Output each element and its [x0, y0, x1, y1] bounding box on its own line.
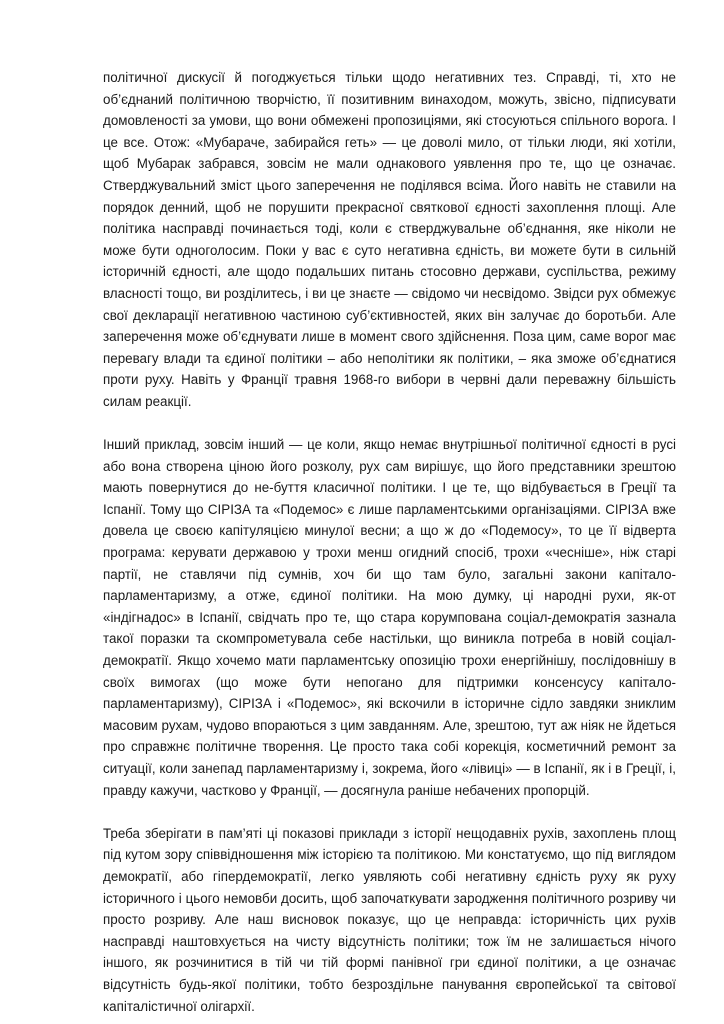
body-paragraph-2: Інший приклад, зовсім інший — це коли, якщо немає внутрішньої політичної єдності в русі або вона створена ціною його розколу, рух сам вирішує, що його представники зрештою мають повернутися до не-буття класичної політики. І це те, що відбувається в Греції та Іспанії. Тому що СІРІЗА та «Подемос» є лише парламентськими організаціями. СІРІЗА вже довела це своєю капітуляцією минулої весни; а що ж до «Подемосу», то це її відверта програма: керувати державою у трохи менш огидний спосіб, трохи «чесніше», ніж старі партії, не ставлячи під сумнів, хоч би що там було, загальні закони капітало-парламентаризму, а отже, єдиної політики. На мою думку, ці народні рухи, як-от «індігнадос» в Іспанії, свідчать про те, що стара корумпована соціал-демократія зазнала такої поразки та скомпрометувала себе настільки, що виникла потреба в новій соціал-демократії. Якщо хочемо мати парламентську опозицію трохи енергійнішу, послідовнішу в своїх вимогах (що може бути непогано для підтримки консенсусу капітало-парламентаризму), СІРІЗА і «Подемос», які вскочили в історичне сідло завдяки зниклим масовим рухам, чудово впораються з цим завданням. Але, зрештою, тут аж ніяк не йдеться про справжнє політичне творення. Це просто така собі корекція, косметичний ремонт за ситуації, коли занепад парламентаризму і, зокрема, його «лівиці» — в Іспанії, як і в Греції, і, правду кажучи, частково у Франції, — досягнула раніше небачених пропорцій.	[103, 437, 676, 798]
body-paragraph-1: політичної дискусії й погоджується тільки щодо негативних тез. Справді, ті, хто не об’єднаний політичною творчістю, її позитивним винаходом, можуть, звісно, підписувати домовленості за умови, що вони обмежені пропозиціями, які стосуються спільного ворога. І це все. Отож: «Мубараче, забирайся геть» — це доволі мило, от тільки люди, які хотіли, щоб Мубарак забрався, зовсім не мали однакового уявлення про те, що це означає. Стверджувальний зміст цього заперечення не поділявся всіма. Його навіть не ставили на порядок денний, щоб не порушити прекрасної святкової єдності захоплення площі. Але політика насправді починається тоді, коли є стверджувальне об’єднання, яке ніколи не може бути одноголосим. Поки у вас є суто негативна єдність, ви можете бути в сильній історичній єдності, але щодо подальших питань стосовно держави, суспільства, режиму власності тощо, ви розділитесь, і ви це знаєте — свідомо чи несвідомо. Звідси рух обмежує свої декларації негативною частиною суб’єктивностей, яких він залучає до боротьби. Але заперечення може об’єднувати лише в момент свого здійснення. Поза цим, саме ворог має перевагу влади та єдиної політики – або неполітики як політики, – яка зможе об’єднатися проти руху. Навіть у Франції травня 1968-го вибори в червні дали переважну більшість силам реакції.	[103, 70, 676, 409]
body-paragraph-3: Треба зберігати в пам’яті ці показові приклади з історії нещодавніх рухів, захоплень площ під кутом зору співвідношення між історією та політикою. Ми констатуємо, що під виглядом демократії, або гіпердемократії, легко уявляють собі негативну єдність руху як руху історичного і цього немовби досить, щоб започаткувати зародження політичного розриву чи просто розриву. Але наш висновок показує, що це неправда: історичність цих рухів насправді наштовхується на чисту відсутність політики; тож їм не залишається нічого іншого, як розчинитися в тій чи тій формі панівної гри єдиної політики, а це означає відсутність будь-якої політики, тобто безроздільне панування європейської та світової капіталістичної олігархії.	[103, 825, 676, 1014]
